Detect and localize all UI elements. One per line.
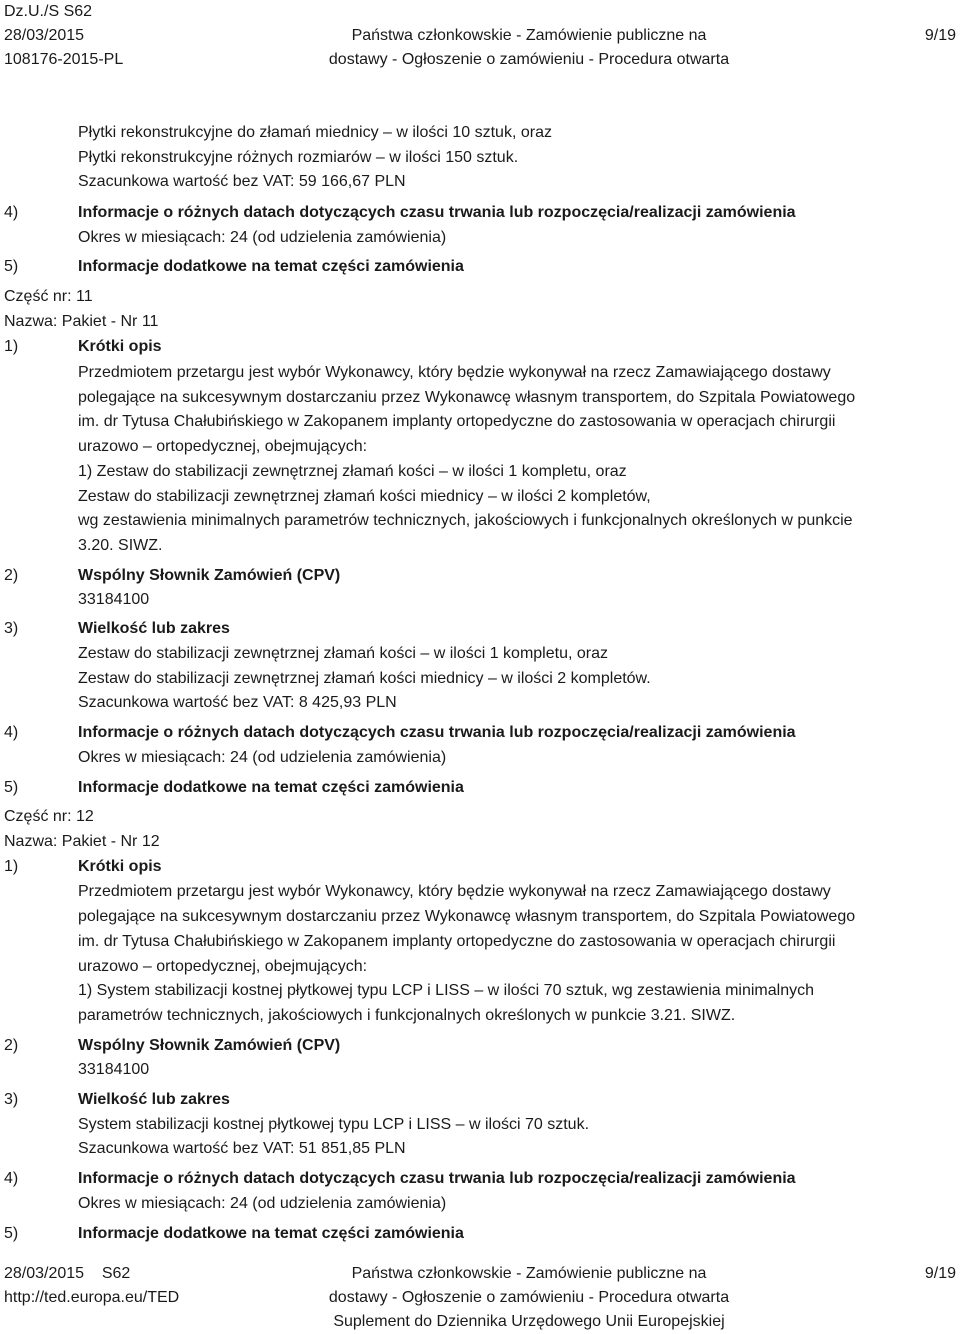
footer-date-ref: 28/03/2015 S62 <box>4 1265 131 1282</box>
page-header <box>0 0 960 72</box>
header-date: 28/03/2015 <box>4 27 85 44</box>
header-title-line1: Państwa członkowskie - Zamówienie publiczne na <box>351 27 707 44</box>
section-title: Wspólny Słownik Zamówień (CPV) <box>78 1037 341 1054</box>
description-line: polegające na sukcesywnym dostarczaniu przez Wykonawcę własnym transportem, do Szpitala Powiatowego <box>78 908 856 925</box>
description-line: 1) System stabilizacji kostnej płytkowej typu LCP i LISS – w ilości 70 sztuk, wg zestawienia minimalnych <box>78 982 814 999</box>
section-title: Informacje o różnych datach dotyczących czasu trwania lub rozpoczęcia/realizacji zamówienia <box>78 724 796 741</box>
section-title: Wielkość lub zakres <box>78 620 230 637</box>
part-name: Nazwa: Pakiet - Nr 12 <box>4 833 160 850</box>
description-line: parametrów technicznych, jakościowych i funkcjonalnych określonych w punkcie 3.21. SIWZ. <box>78 1007 736 1024</box>
description-line: 3.20. SIWZ. <box>78 537 163 554</box>
description-line: Zestaw do stabilizacji zewnętrznej złamań kości miednicy – w ilości 2 kompletów, <box>78 488 651 505</box>
description-line: Przedmiotem przetargu jest wybór Wykonawcy, który będzie wykonywał na rzecz Zamawiającego dostawy <box>78 883 831 900</box>
section-title: Informacje o różnych datach dotyczących czasu trwania lub rozpoczęcia/realizacji zamówienia <box>78 1170 796 1187</box>
description-line: polegające na sukcesywnym dostarczaniu przez Wykonawcę własnym transportem, do Szpitala Powiatowego <box>78 389 856 406</box>
footer-title-line1: Państwa członkowskie - Zamówienie publiczne na <box>351 1265 707 1282</box>
cpv-code: 33184100 <box>78 1061 150 1078</box>
section-title: Informacje dodatkowe na temat części zamówienia <box>78 779 464 796</box>
section-number: 5) <box>4 779 19 796</box>
page-footer <box>0 1262 960 1334</box>
description-line: wg zestawienia minimalnych parametrów technicznych, jakościowych i funkcjonalnych określonych w punkcie <box>78 512 853 529</box>
section-number: 3) <box>4 1091 19 1108</box>
estimated-value: Szacunkowa wartość bez VAT: 59 166,67 PLN <box>78 173 406 190</box>
section-title: Informacje dodatkowe na temat części zamówienia <box>78 258 464 275</box>
section-number: 4) <box>4 1170 19 1187</box>
description-line: im. dr Tytusa Chałubińskiego w Zakopanem implanty ortopedyczne do zastosowania w operacjach chirurgii <box>78 933 836 950</box>
scope-line: Zestaw do stabilizacji zewnętrznej złamań kości miednicy – w ilości 2 kompletów. <box>78 670 651 687</box>
footer-page-number: 9/19 <box>924 1265 956 1282</box>
description-line: 1) Zestaw do stabilizacji zewnętrznej złamań kości – w ilości 1 kompletu, oraz <box>78 463 627 480</box>
cpv-code: 33184100 <box>78 591 150 608</box>
header-journal-ref: Dz.U./S S62 <box>4 3 93 20</box>
part-number: Część nr: 11 <box>4 288 93 305</box>
section-title: Wspólny Słownik Zamówień (CPV) <box>78 567 341 584</box>
part-number: Część nr: 12 <box>4 808 94 825</box>
description-line: Przedmiotem przetargu jest wybór Wykonawcy, który będzie wykonywał na rzecz Zamawiającego dostawy <box>78 364 831 381</box>
scope-line: System stabilizacji kostnej płytkowej typu LCP i LISS – w ilości 70 sztuk. <box>78 1116 590 1133</box>
estimated-value: Szacunkowa wartość bez VAT: 51 851,85 PLN <box>78 1140 406 1157</box>
duration-text: Okres w miesiącach: 24 (od udzielenia zamówienia) <box>78 749 447 766</box>
part-name: Nazwa: Pakiet - Nr 11 <box>4 313 159 330</box>
section-number: 1) <box>4 858 19 875</box>
header-title-line2: dostawy - Ogłoszenie o zamówieniu - Procedura otwarta <box>328 51 730 68</box>
scope-line: Zestaw do stabilizacji zewnętrznej złamań kości – w ilości 1 kompletu, oraz <box>78 645 608 662</box>
section-title: Informacje dodatkowe na temat części zamówienia <box>78 1225 464 1242</box>
footer-supplement: Suplement do Dziennika Urzędowego Unii Europejskiej <box>333 1313 725 1330</box>
section-number: 2) <box>4 1037 19 1054</box>
text-line: Płytki rekonstrukcyjne różnych rozmiarów – w ilości 150 sztuk. <box>78 149 519 166</box>
section-title: Krótki opis <box>78 858 162 875</box>
description-line: im. dr Tytusa Chałubińskiego w Zakopanem implanty ortopedyczne do zastosowania w operacjach chirurgii <box>78 413 836 430</box>
section-number: 4) <box>4 204 19 221</box>
duration-text: Okres w miesiącach: 24 (od udzielenia zamówienia) <box>78 1195 447 1212</box>
section-number: 3) <box>4 620 19 637</box>
text-line: Płytki rekonstrukcyjne do złamań miednicy – w ilości 10 sztuk, oraz <box>78 124 552 141</box>
footer-title-line2: dostawy - Ogłoszenie o zamówieniu - Procedura otwarta <box>328 1289 730 1306</box>
description-line: urazowo – ortopedycznej, obejmujących: <box>78 438 368 455</box>
section-title: Informacje o różnych datach dotyczących czasu trwania lub rozpoczęcia/realizacji zamówienia <box>78 204 796 221</box>
duration-text: Okres w miesiącach: 24 (od udzielenia zamówienia) <box>78 229 447 246</box>
section-number: 5) <box>4 258 19 275</box>
section-number: 5) <box>4 1225 19 1242</box>
section-number: 1) <box>4 338 19 355</box>
section-number: 2) <box>4 567 19 584</box>
description-line: urazowo – ortopedycznej, obejmujących: <box>78 958 368 975</box>
section-number: 4) <box>4 724 19 741</box>
footer-url: http://ted.europa.eu/TED <box>4 1289 180 1306</box>
estimated-value: Szacunkowa wartość bez VAT: 8 425,93 PLN <box>78 694 397 711</box>
header-page-number: 9/19 <box>924 27 956 44</box>
section-title: Krótki opis <box>78 338 162 355</box>
header-notice-id: 108176-2015-PL <box>4 51 124 68</box>
section-title: Wielkość lub zakres <box>78 1091 230 1108</box>
